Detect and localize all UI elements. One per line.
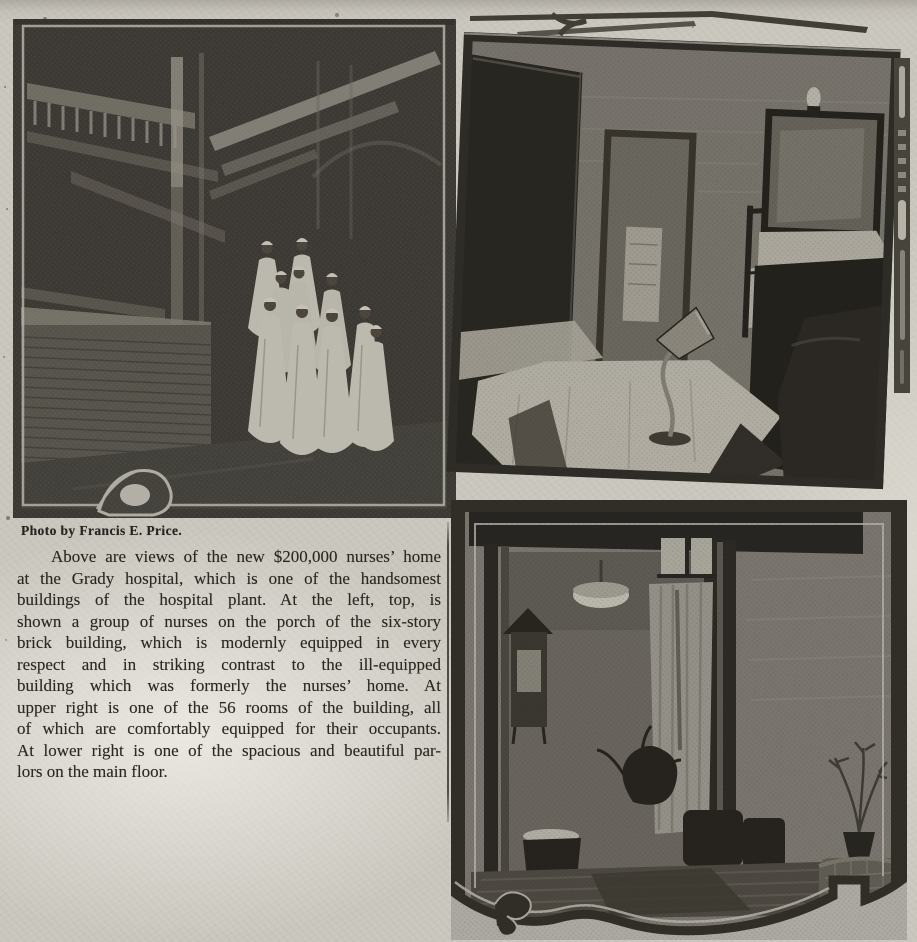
article-line: shown a group of nurses on the porch of the six-story <box>17 611 441 631</box>
article-line: At lower right is one of the spacious and beautiful par- <box>17 740 441 760</box>
article-line: of which are comfortably equipped for their occupants. <box>17 719 441 738</box>
article-line: Above are views of the new $200,000 nurses’ home <box>51 547 441 566</box>
article-paragraph <box>17 546 441 783</box>
parlor-photo-art <box>451 500 907 940</box>
article-line: upper right is one of the 56 rooms of the building, all <box>17 697 441 717</box>
article-line: buildings of the hospital plant. At the left, top, is <box>17 590 441 609</box>
article-line: at the Grady hospital, which is one of the handsomest <box>17 568 441 588</box>
border-strip-ornament <box>894 58 910 393</box>
article-line: lors on the main floor. <box>17 762 168 781</box>
paper-speckles <box>4 86 6 88</box>
column-rule <box>447 522 449 822</box>
photo-credit: Photo by Francis E. Price. <box>21 523 183 538</box>
bedroom-photo-art <box>446 32 900 489</box>
article-line: respect and in striking contrast to the ill-equipped <box>17 654 441 674</box>
porch-photo <box>13 19 456 518</box>
article-line: building which was formerly the nurses’ home. At <box>17 676 441 695</box>
bedroom-photo <box>446 32 900 489</box>
parlor-photo <box>451 500 907 940</box>
porch-photo-art <box>13 19 456 518</box>
article-line: brick building, which is modernly equipped in every <box>17 633 441 652</box>
